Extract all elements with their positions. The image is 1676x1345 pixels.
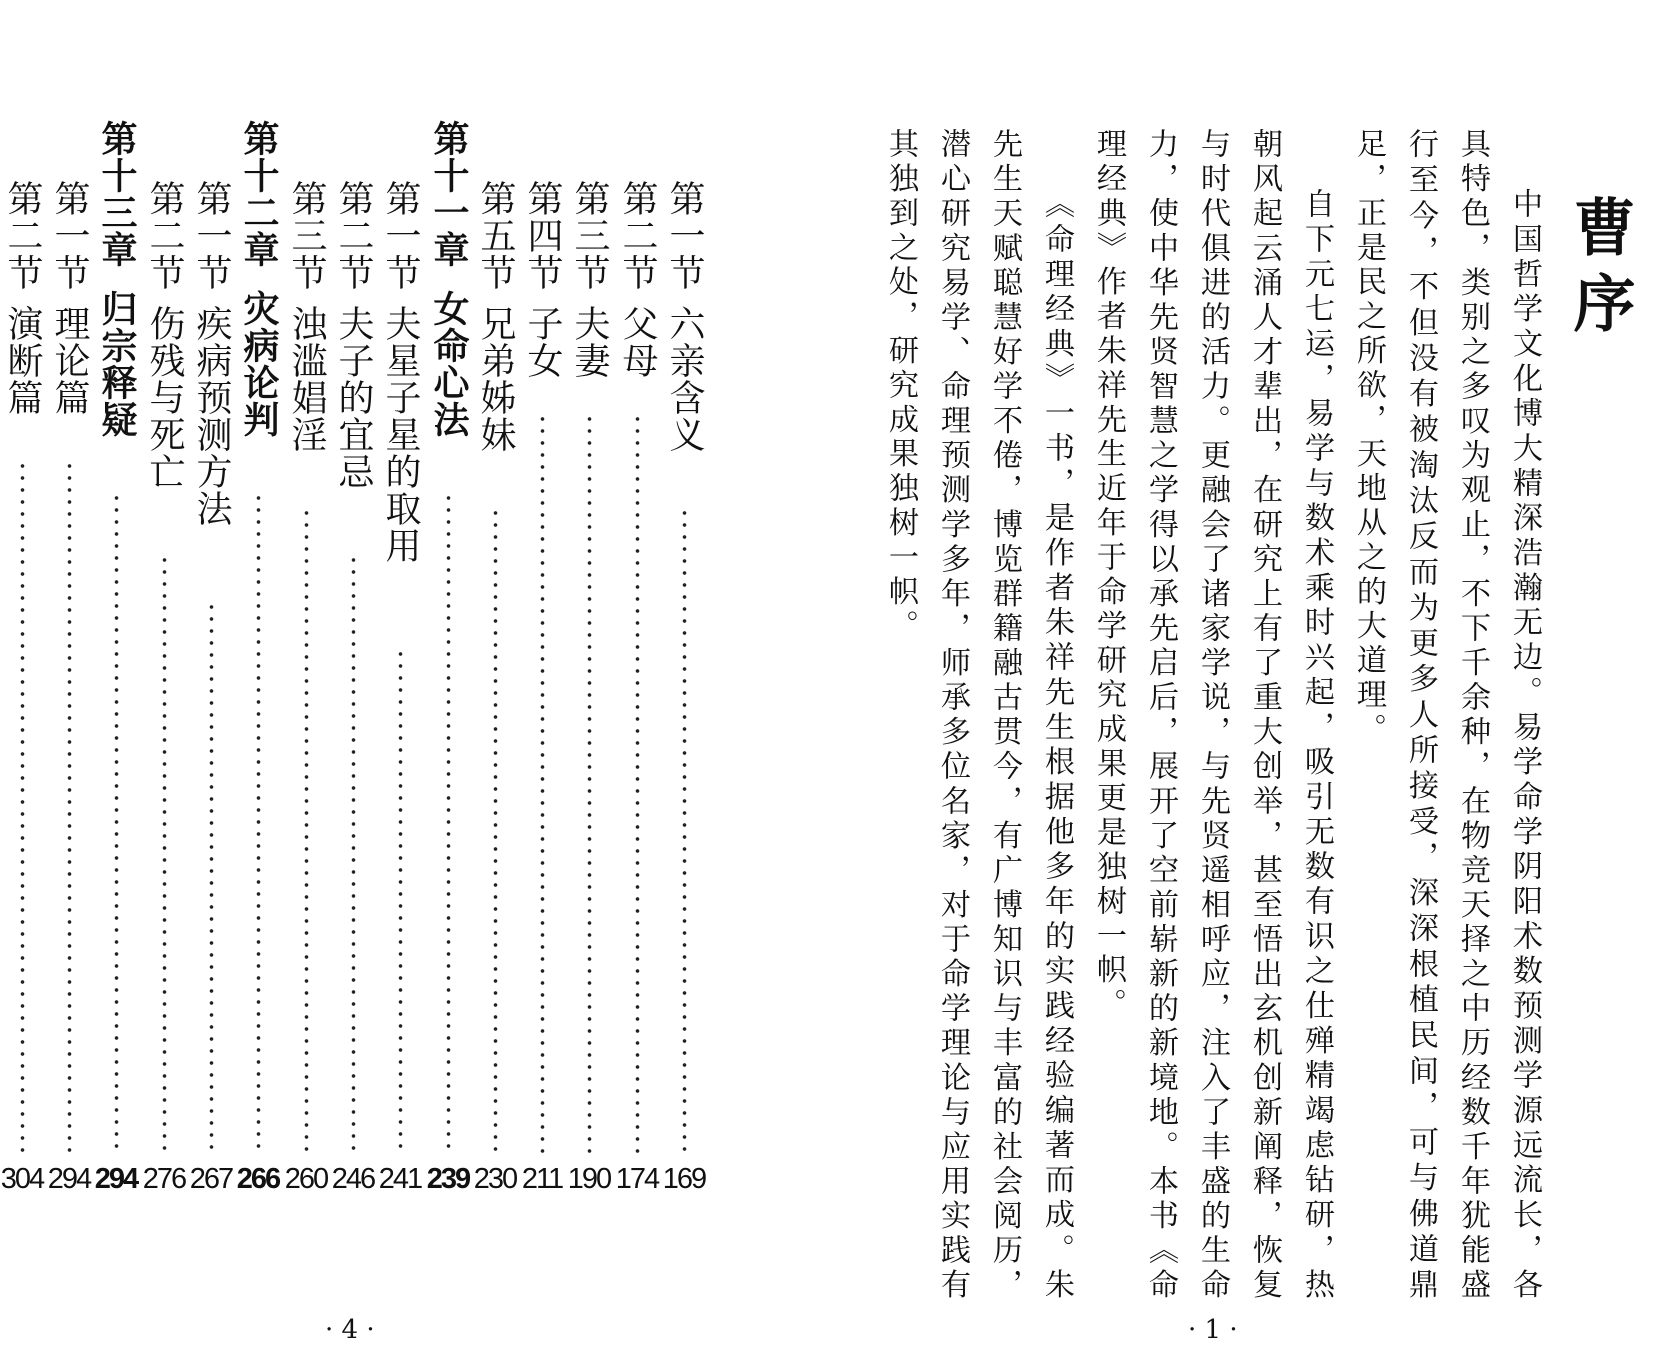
toc-page-number: 294 [94,1163,138,1195]
toc-section [661,0,707,1240]
toc-page-number: 239 [426,1163,470,1195]
toc-leader-dots [256,492,261,1155]
toc-entry-label: 第四节 [522,180,563,291]
toc-leader-dots [682,507,687,1155]
toc-entry-label: 第二节 [2,180,43,291]
toc-folio: · 4 · [325,1315,375,1345]
toc-leader-dots [67,460,72,1155]
toc-page-number: 267 [189,1163,233,1195]
toc-entry-title: 伤残与死亡 [144,305,185,490]
toc-entry-title: 六亲含义 [664,305,705,453]
toc-entry-label: 第二节 [617,180,658,291]
toc-entry-title: 女命心法 [428,290,469,438]
toc-entry-label: 第三节 [286,180,327,291]
toc-section [0,0,45,1240]
toc-page [0,0,790,1337]
toc-entry-title: 归宗释疑 [96,290,137,438]
toc-entry-title: 理论篇 [49,305,90,416]
toc-chapter [93,0,139,1240]
toc-leader-dots [162,554,167,1155]
preface-paragraph: 《命理经典》一书，是作者朱祥先生根据他多年的实践经验编著而成。朱先生天赋聪慧好学不倦，博览群籍融古贯今，有广博知识与丰富的社会阅历，潜心研究易学、命理预测学多年，师承多位名家，对于命学理论与应用实践有其独到之处，研究成果独树一帜。 [883,128,1074,1303]
toc-page-number: 276 [142,1163,186,1195]
toc-entry-label: 第二节 [333,180,374,291]
toc-section [519,0,565,1240]
toc-entry-title: 浊滥娼淫 [286,305,327,453]
toc-section [566,0,612,1240]
toc-section [377,0,423,1240]
toc-section [188,0,234,1240]
toc-leader-dots [635,413,640,1155]
toc-section [283,0,329,1240]
toc-leader-dots [209,601,214,1155]
toc-leader-dots [20,460,25,1155]
toc-entry-title: 演断篇 [2,305,43,416]
toc-entry-title: 夫星子星的取用 [380,305,421,564]
toc-entry-title: 父母 [617,305,658,379]
toc-page-number: 266 [236,1163,280,1195]
toc-leader-dots [114,492,119,1155]
preface-body [874,128,1550,1303]
toc-page-number: 304 [0,1163,44,1195]
toc-page-number: 169 [662,1163,706,1195]
toc-section [614,0,660,1240]
preface-paragraph: 自下元七运，易学与数术乘时兴起，吸引无数有识之仕殚精竭虑钻研，热朝风起云涌人才辈出，在研究上有了重大创举，甚至悟出玄机创新阐释，恢复与时代俱进的活力。更融会了诸家学说，与先贤遥相呼应，注入了丰盛的生命力，使中华先贤智慧之学得以承先启后，展开了空前崭新的新境地。本书《命理经典》作者朱祥先生近年于命学研究成果更是独树一帜。 [1091,128,1334,1303]
toc-entry-title: 兄弟姊妹 [475,305,516,453]
preface-title: 曹序 [1563,195,1636,347]
preface-folio: · 1 · [1188,1315,1238,1345]
toc-entry-title: 夫子的宜忌 [333,305,374,490]
toc-entry-label: 第一节 [664,180,705,291]
toc-entry-title: 疾病预测方法 [191,305,232,527]
toc-page-number: 246 [331,1163,375,1195]
toc-page-number: 190 [567,1163,611,1195]
toc-entry-label: 第一节 [191,180,232,291]
toc-entry-title: 灾病论判 [238,290,279,438]
toc-page-number: 241 [378,1163,422,1195]
toc-section [46,0,92,1240]
toc-section [472,0,518,1240]
toc-leader-dots [398,648,403,1155]
toc-section [141,0,187,1240]
toc-page-number: 294 [47,1163,91,1195]
toc-entry-label: 第三节 [569,180,610,291]
toc-entry-title: 子女 [522,305,563,379]
toc-page-number: 211 [521,1163,563,1195]
toc-page-number: 260 [284,1163,328,1195]
toc-entry-label: 第十二章 [238,120,279,268]
preface-paragraph: 中国哲学文化博大精深浩瀚无边。易学命学阴阳术数预测学源远流长，各具特色，类别之多叹为观止，不下千余种，在物竞天择之中历经数千年犹能盛行至今，不但没有被淘汰反而为更多人所接受，深深根植民间，可与佛道鼎足，正是民之所欲，天地从之的大道理。 [1351,128,1542,1303]
toc-entry-label: 第二节 [144,180,185,291]
toc-chapter [235,0,281,1240]
toc-leader-dots [304,507,309,1155]
toc-leader-dots [540,413,545,1155]
toc-chapter [425,0,471,1240]
toc-page-number: 174 [615,1163,659,1195]
toc-leader-dots [351,554,356,1155]
toc-entry-label: 第一节 [380,180,421,291]
toc-entry-title: 夫妻 [569,305,610,379]
toc-leader-dots [493,507,498,1155]
toc-entry-label: 第一节 [49,180,90,291]
toc-entry-label: 第十一章 [428,120,469,268]
toc-leader-dots [587,413,592,1155]
toc-section [330,0,376,1240]
toc-entry-label: 第十三章 [96,120,137,268]
toc-leader-dots [446,492,451,1155]
toc-page-number: 230 [473,1163,517,1195]
toc-entry-label: 第五节 [475,180,516,291]
